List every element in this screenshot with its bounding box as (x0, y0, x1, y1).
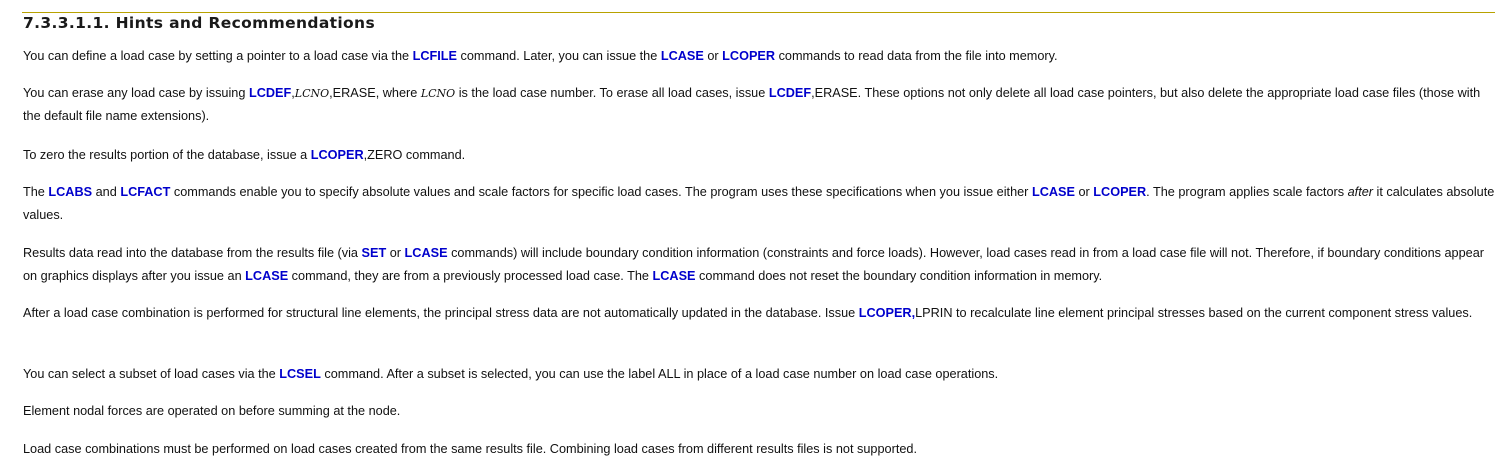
paragraph (23, 438, 1495, 461)
command-link[interactable]: LCOPER (722, 49, 776, 63)
command-link[interactable]: LCABS (48, 185, 93, 199)
body-text: command. Later, you can issue the (457, 49, 661, 63)
body-text: You can select a subset of load cases via the (23, 367, 280, 381)
command-link[interactable]: LCDEF (768, 86, 812, 100)
command-link[interactable]: LCASE (652, 269, 696, 283)
body-text: The (23, 185, 49, 199)
body-text: command, they are from a previously processed load case. The (288, 269, 653, 283)
command-link[interactable]: LCASE (660, 49, 704, 63)
body-text: or (1074, 185, 1094, 199)
body-text: command does not reset the boundary condition information in memory. (695, 269, 1103, 283)
command-link[interactable]: LCOPER (310, 148, 364, 162)
body-text: commands to read data from the file into memory. (775, 49, 1058, 63)
emphasis-text: after (1347, 185, 1373, 199)
body-text: Element nodal forces are operated on before summing at the node. (23, 404, 401, 418)
body-text: After a load case combination is performed for structural line elements, the principal stress data are not automatically updated in the database. Issue (23, 306, 859, 320)
paragraph (23, 181, 1495, 227)
command-link[interactable]: LCASE (404, 246, 448, 260)
paragraph (23, 302, 1495, 325)
body-text: is the load case number. To erase all load cases, issue (455, 86, 769, 100)
command-link[interactable]: LCSEL (279, 367, 321, 381)
body-text: ,ERASE. These options not only delete all load case pointers, but also delete the appropriate load case files (those with the default file name extensions). (23, 86, 1481, 123)
body-text: , (291, 86, 295, 100)
paragraph (23, 82, 1495, 128)
paragraph (23, 363, 1495, 386)
replaceable-argument: LCNO (420, 87, 456, 100)
section-heading: 7.3.3.1.1. Hints and Recommendations (23, 14, 376, 32)
command-link[interactable]: LCASE (1031, 185, 1075, 199)
body-text: ,ZERO command. (363, 148, 466, 162)
command-link[interactable]: LCASE (245, 269, 289, 283)
body-text: . The program applies scale factors (1146, 185, 1348, 199)
body-text: or (703, 49, 723, 63)
command-link[interactable]: SET (361, 246, 387, 260)
body-text: Load case combinations must be performed on load cases created from the same results file. Combining load cases from different results files is not supported. (23, 442, 917, 456)
paragraph (23, 144, 1495, 167)
body-text: LPRIN to recalculate line element principal stresses based on the current component stress values. (915, 306, 1473, 320)
body-text: command. After a subset is selected, you can use the label ALL in place of a load case number on load case operations. (320, 367, 999, 381)
command-link[interactable]: LCFILE (412, 49, 457, 63)
command-link[interactable]: LCFACT (120, 185, 171, 199)
body-text: it calculates absolute values. (23, 185, 1495, 222)
command-link[interactable]: LCDEF (248, 86, 292, 100)
body-text: Results data read into the database from the results file (via (23, 246, 362, 260)
body-text: To zero the results portion of the database, issue a (23, 148, 311, 162)
body-text: or (386, 246, 405, 260)
body-text: You can define a load case by setting a pointer to a load case via the (23, 49, 413, 63)
paragraph (23, 400, 1495, 423)
paragraph (23, 45, 1495, 68)
body-text: and (92, 185, 121, 199)
command-link[interactable]: LCOPER, (858, 306, 916, 320)
body-text: You can erase any load case by issuing (23, 86, 249, 100)
command-link[interactable]: LCOPER (1093, 185, 1147, 199)
body-text: commands) will include boundary condition information (constraints and force loads). However, load cases read in from a load case file will not. Therefore, if boundary conditions appear on graphics displays after you issue an (23, 246, 1484, 283)
paragraph (23, 242, 1495, 288)
body-text: commands enable you to specify absolute values and scale factors for specific load cases. The program uses these specifications when you issue either (170, 185, 1032, 199)
body-text: ,ERASE, where (329, 86, 421, 100)
replaceable-argument: LCNO (294, 87, 330, 100)
section-top-rule (22, 12, 1495, 13)
